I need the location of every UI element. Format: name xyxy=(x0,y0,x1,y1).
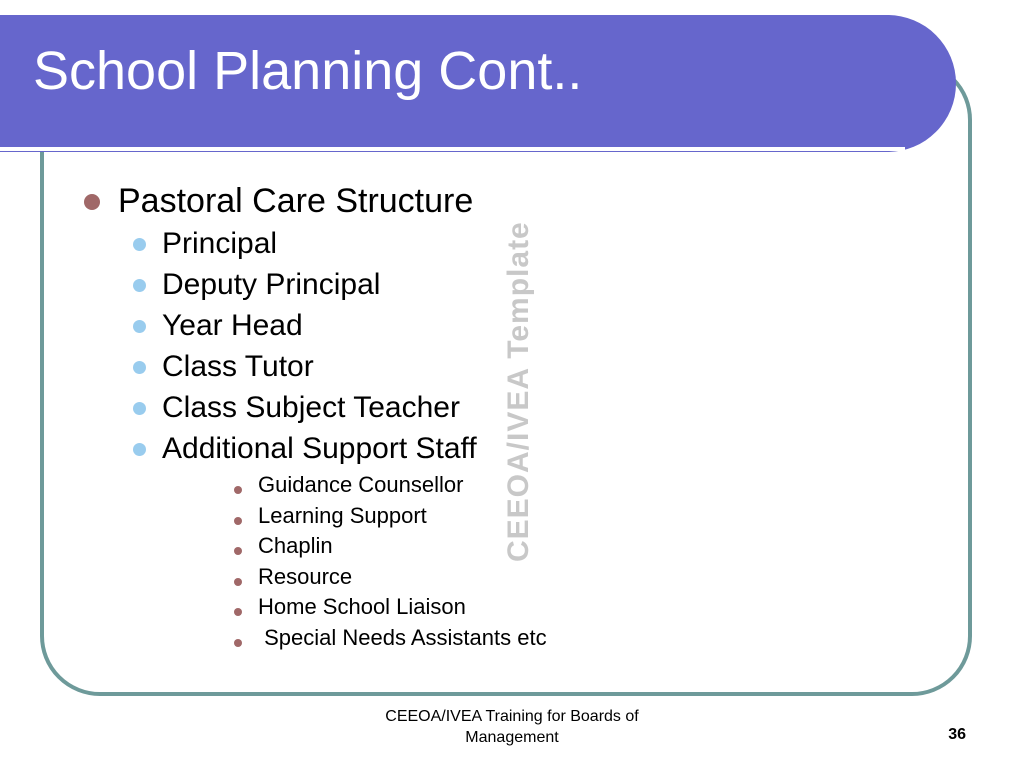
footer-text xyxy=(362,706,662,748)
bullet-dot-icon xyxy=(133,320,146,333)
sub-item-additional-support-staff: Additional Support Staff xyxy=(162,432,477,465)
sub-sub-item-resource: Resource xyxy=(258,564,353,589)
sub-sub-item-chaplin: Chaplin xyxy=(258,533,333,558)
bullet-dot-icon xyxy=(133,238,146,251)
bullet-dot-icon xyxy=(234,547,242,555)
sub-item-class-tutor: Class Tutor xyxy=(162,350,314,383)
sub-item-class-subject-teacher: Class Subject Teacher xyxy=(162,391,460,424)
page-number: 36 xyxy=(948,726,966,743)
sub-sub-item-home-school-liaison: Home School Liaison xyxy=(258,594,466,619)
main-bullet-text: Pastoral Care Structure xyxy=(118,182,474,220)
footer-line-2: Management xyxy=(465,729,559,746)
bullet-dot-icon xyxy=(234,639,242,647)
title-underline xyxy=(0,147,905,151)
sub-sub-item-special-needs-assistants: Special Needs Assistants etc xyxy=(258,625,547,650)
bullet-dot-icon xyxy=(234,578,242,586)
sub-item-deputy-principal: Deputy Principal xyxy=(162,268,381,301)
watermark-text: CEEOA/IVEA Template xyxy=(502,221,535,562)
bullet-dot-icon xyxy=(234,517,242,525)
slide-title: School Planning Cont.. xyxy=(33,41,583,101)
bullet-dot-icon xyxy=(133,279,146,292)
bullet-dot-icon xyxy=(234,486,242,494)
bullet-dot-icon xyxy=(84,194,100,210)
bullet-dot-icon xyxy=(234,608,242,616)
bullet-dot-icon xyxy=(133,361,146,374)
sub-item-principal: Principal xyxy=(162,227,278,260)
bullet-dot-icon xyxy=(133,443,146,456)
sub-item-year-head: Year Head xyxy=(162,309,303,342)
sub-sub-item-guidance-counsellor: Guidance Counsellor xyxy=(258,472,464,497)
footer-line-1: CEEOA/IVEA Training for Boards of xyxy=(385,708,639,725)
bullet-dot-icon xyxy=(133,402,146,415)
sub-sub-item-learning-support: Learning Support xyxy=(258,503,427,528)
